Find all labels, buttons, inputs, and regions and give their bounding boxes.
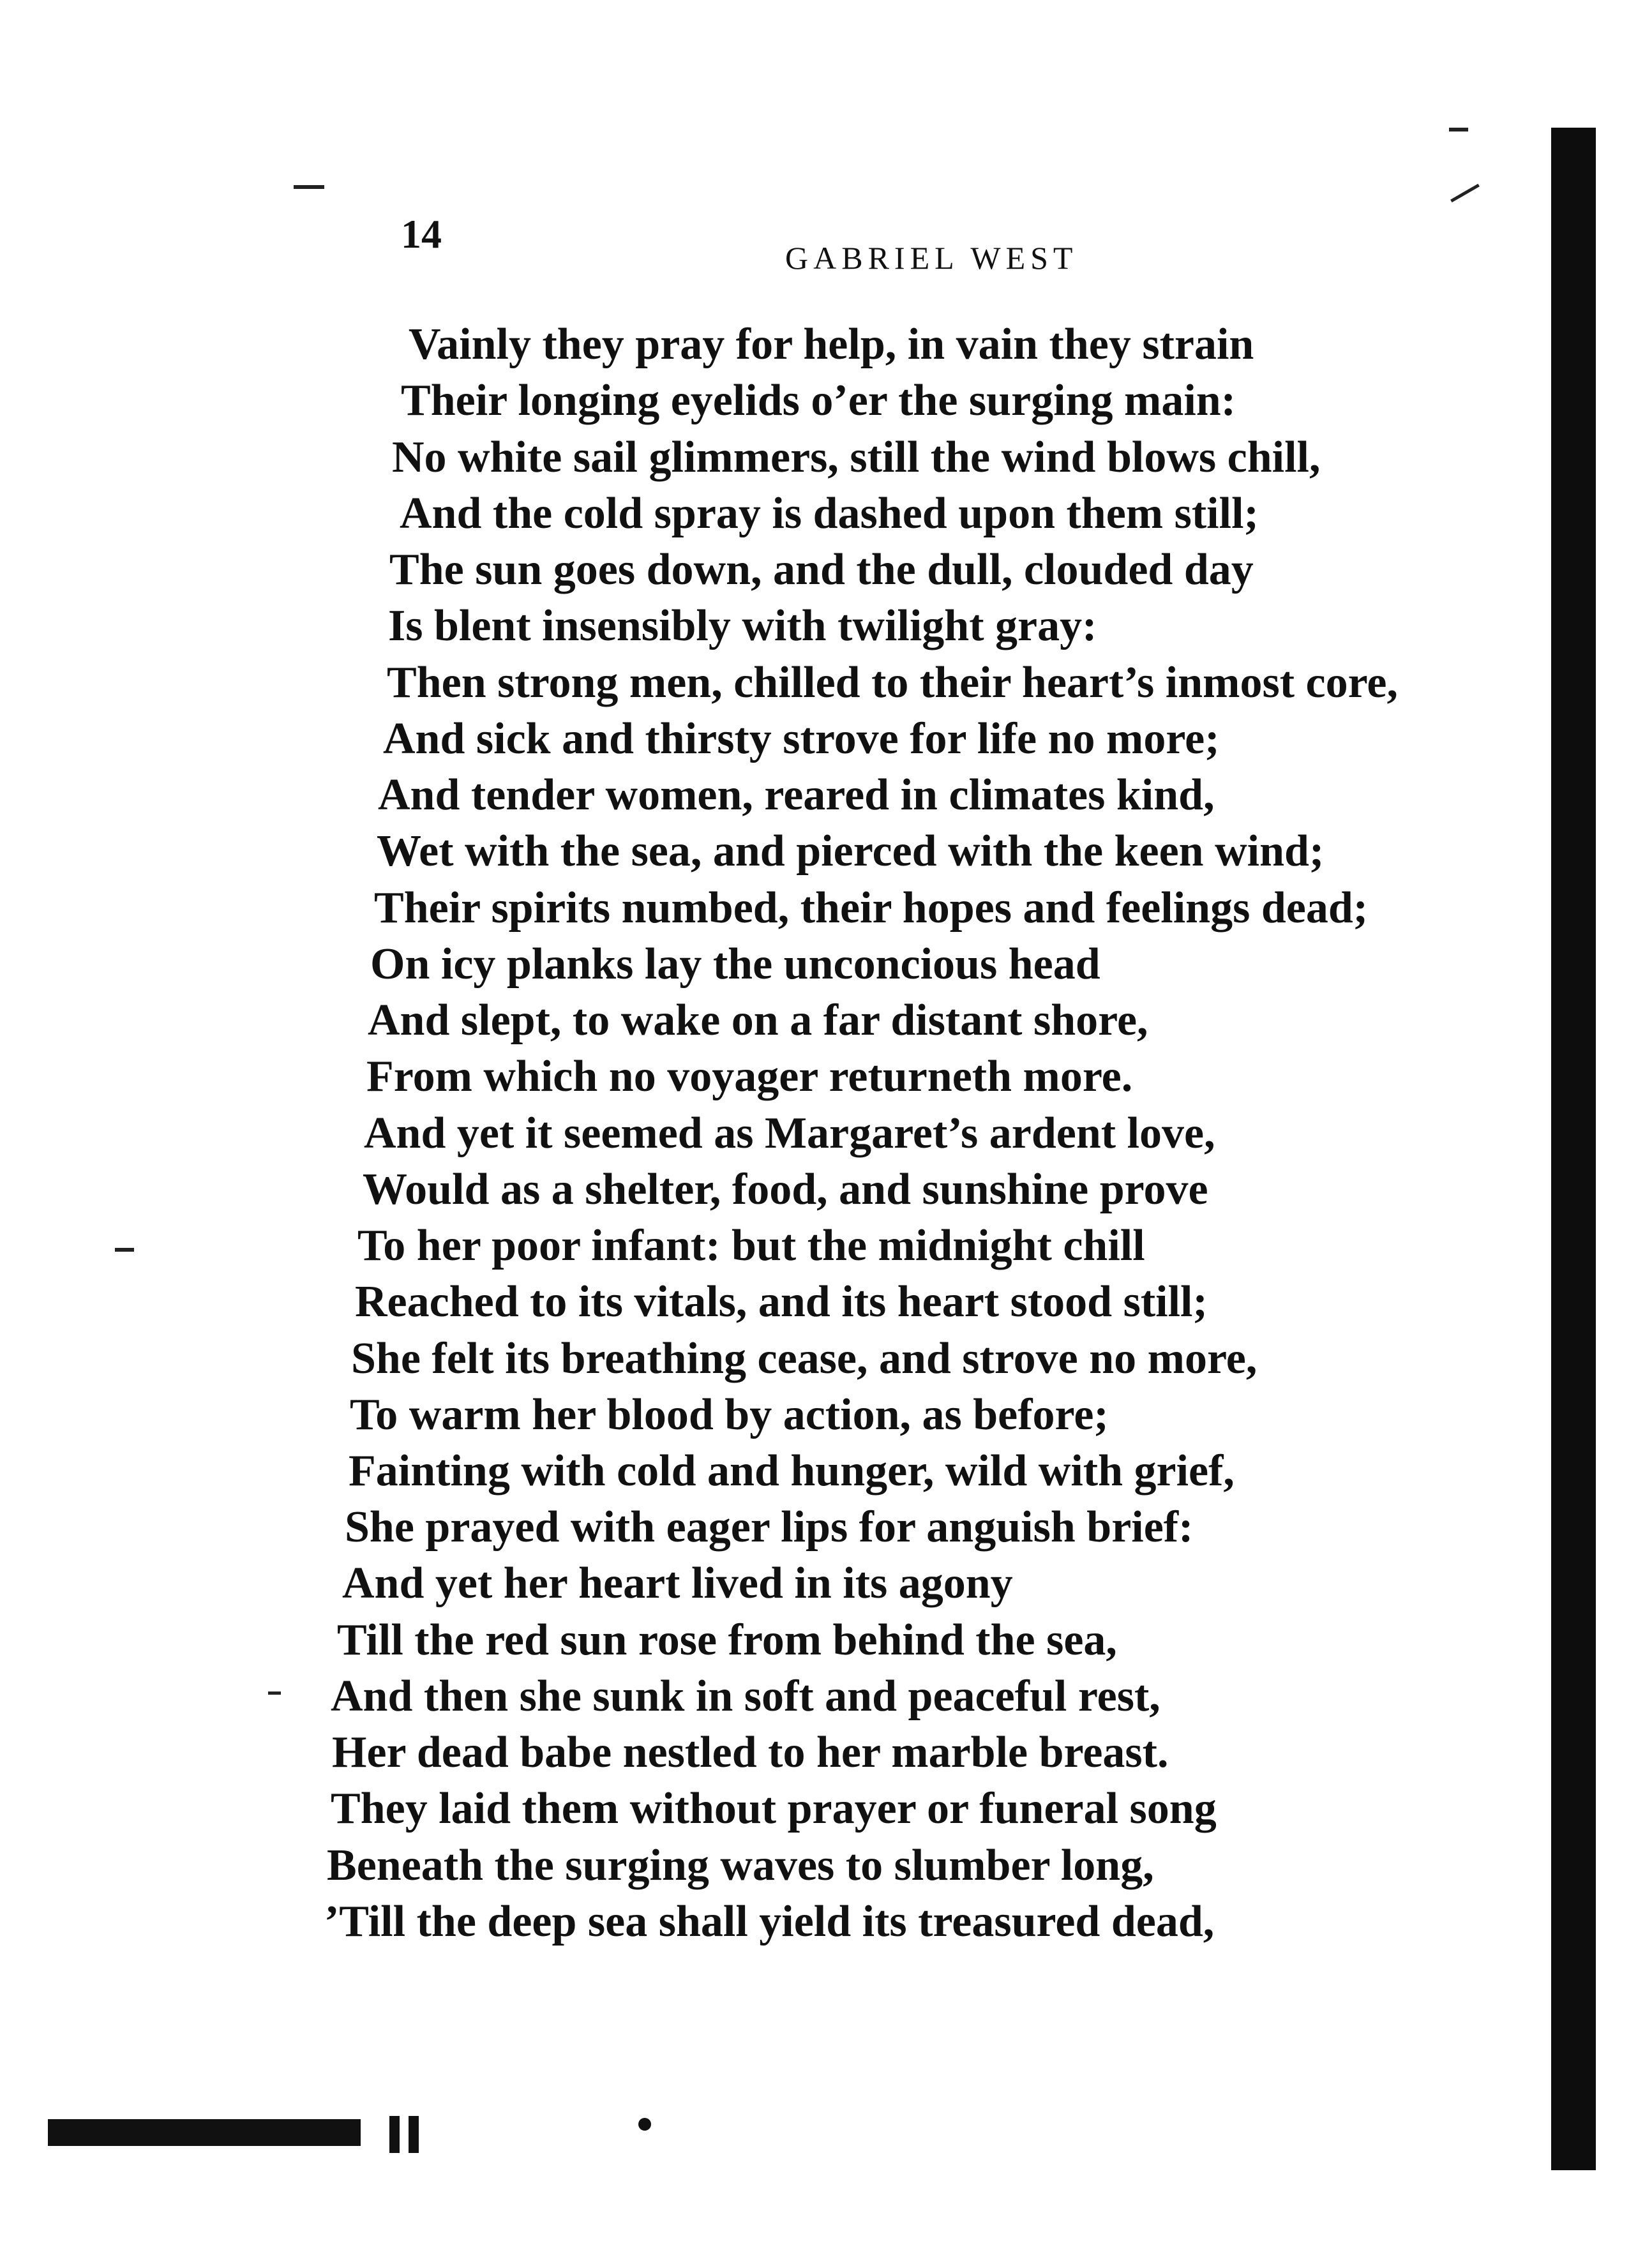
poem-line: Beneath the surging waves to slumber long, — [327, 1841, 1154, 1890]
poem-line: And yet it seemed as Margaret’s ardent love, — [364, 1109, 1215, 1158]
scan-speck — [1449, 128, 1468, 131]
poem-line: Is blent insensibly with twilight gray: — [388, 601, 1097, 650]
poem-line: The sun goes down, and the dull, clouded day — [389, 545, 1254, 594]
poem-line: She prayed with eager lips for anguish brief: — [345, 1503, 1194, 1552]
poem-line: Her dead babe nestled to her marble breast. — [332, 1728, 1169, 1777]
poem-line: And yet her heart lived in its agony — [342, 1559, 1013, 1608]
poem-line: To her poor infant: but the midnight chill — [357, 1221, 1145, 1270]
poem-line: Their spirits numbed, their hopes and feelings dead; — [374, 883, 1369, 933]
poem-line: And sick and thirsty strove for life no more; — [383, 714, 1220, 763]
scan-bottom-bar — [48, 2119, 361, 2146]
poem-line: And tender women, reared in climates kind, — [378, 770, 1215, 820]
poem-line: She felt its breathing cease, and strove no more, — [351, 1334, 1258, 1383]
scan-dot — [638, 2118, 651, 2131]
scan-speck — [115, 1248, 134, 1252]
poem-line: Reached to its vitals, and its heart stood still; — [355, 1277, 1208, 1326]
poem-line: Vainly they pray for help, in vain they strain — [409, 320, 1254, 369]
page-number: 14 — [401, 211, 442, 257]
poem-line: No white sail glimmers, still the wind blows chill, — [392, 433, 1321, 482]
scan-bottom-mark — [409, 2116, 419, 2153]
poem-line: To warm her blood by action, as before; — [350, 1390, 1109, 1439]
poem-line: Then strong men, chilled to their heart’s inmost core, — [387, 658, 1398, 707]
poem-line: Their longing eyelids o’er the surging main: — [401, 376, 1236, 425]
poem-line: From which no voyager returneth more. — [366, 1052, 1133, 1101]
poem-line: Would as a shelter, food, and sunshine prove — [363, 1165, 1208, 1214]
poem-line: Till the red sun rose from behind the sea, — [337, 1616, 1117, 1665]
running-head: GABRIEL WEST — [785, 240, 1078, 276]
scan-speck — [294, 185, 324, 189]
poem-line: They laid them without prayer or funeral song — [331, 1784, 1217, 1833]
poem-line: ’Till the deep sea shall yield its treasured dead, — [324, 1897, 1215, 1946]
poem-line: And slept, to wake on a far distant shore, — [368, 996, 1148, 1045]
poem-line: And the cold spray is dashed upon them still; — [400, 489, 1259, 538]
scan-speck — [268, 1691, 281, 1695]
poem-line: Fainting with cold and hunger, wild with grief, — [349, 1446, 1235, 1496]
scan-edge-bar — [1551, 128, 1596, 2170]
poem-line: And then she sunk in soft and peaceful rest, — [331, 1672, 1160, 1721]
poem-line: On icy planks lay the unconcious head — [370, 940, 1100, 989]
scan-bottom-mark — [389, 2116, 400, 2153]
poem-line: Wet with the sea, and pierced with the keen wind; — [377, 827, 1325, 876]
